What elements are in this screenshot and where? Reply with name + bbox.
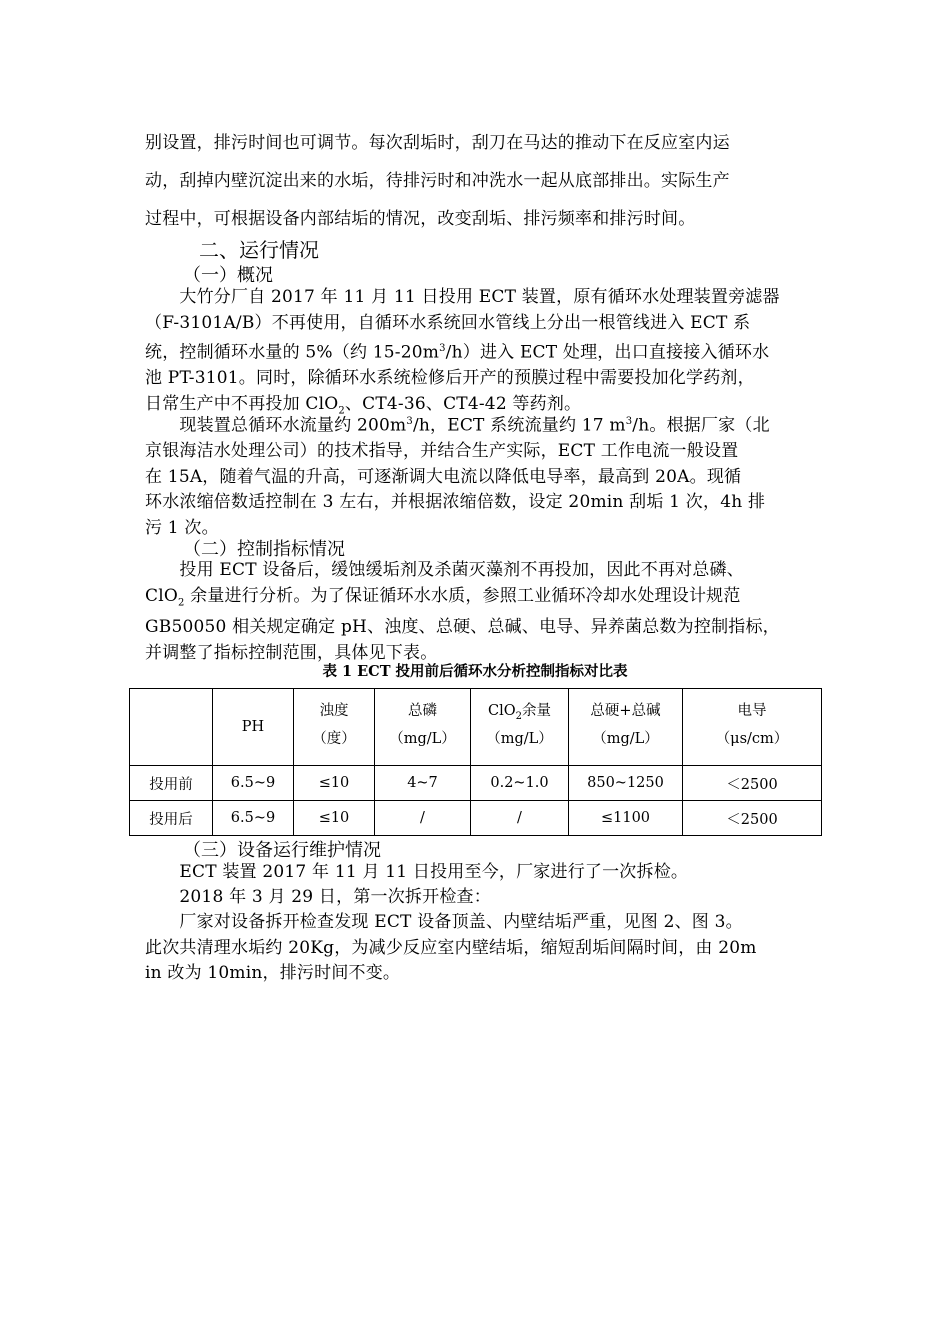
subsection-heading: （三）设备运行维护情况 bbox=[183, 840, 381, 861]
table-row bbox=[130, 801, 822, 836]
text-line: 并调整了指标控制范围，具体见下表。 bbox=[145, 642, 438, 663]
table-cell: / bbox=[471, 801, 569, 836]
text-line: ClO$_2$ 余量进行分析。为了保证循环水水质，参照工业循环冷却水处理设计规范 bbox=[145, 585, 741, 608]
intro-line: 动，刮掉内壁沉淀出来的水垢，待排污时和冲洗水一起从底部排出。实际生产 bbox=[145, 171, 730, 191]
table-cell: 850~1250 bbox=[569, 766, 683, 801]
table-cell: 投用后 bbox=[130, 801, 213, 836]
text-line: （F-3101A/B）不再使用，自循环水系统回水管线上分出一根管线进入 ECT 系 bbox=[145, 312, 751, 333]
text-line: 在 15A，随着气温的升高，可逐渐调大电流以降低电导率，最高到 20A。现循 bbox=[145, 466, 742, 487]
text-line: 投用 ECT 设备后，缓蚀缓垢剂及杀菌灭藻剂不再投加，因此不再对总磷、 bbox=[145, 560, 744, 580]
overview-paragraph-1 bbox=[145, 285, 825, 424]
table-cell: 6.5~9 bbox=[213, 801, 294, 836]
text-line: 京银海洁水处理公司）的技术指导，并结合生产实际，ECT 工作电流一般设置 bbox=[145, 441, 739, 462]
table-row bbox=[130, 766, 822, 801]
text-line: 现装置总循环水流量约 $200m^3/h$，ECT 系统流量约 17 $m^3/h$。根据厂家（北 bbox=[145, 415, 770, 436]
text-line: in 改为 10min，排污时间不变。 bbox=[145, 963, 401, 983]
subsection-heading: （二）控制指标情况 bbox=[183, 539, 345, 560]
table-header-cell: ClO$_2$余量 （mg/L） bbox=[471, 689, 569, 766]
table-header-cell: 浊度 （度） bbox=[294, 689, 375, 766]
maintenance-paragraph-3 bbox=[145, 910, 825, 987]
table-cell: 4~7 bbox=[375, 766, 471, 801]
table-cell: ≤10 bbox=[294, 766, 375, 801]
text-line: 大竹分厂自 2017 年 11 月 11 日投用 ECT 装置，原有循环水处理装置旁滤器 bbox=[145, 287, 780, 307]
section-heading: 二、运行情况 bbox=[199, 238, 319, 262]
control-index-paragraph bbox=[145, 558, 825, 666]
intro-paragraph bbox=[145, 124, 825, 238]
overview-paragraph-2 bbox=[145, 409, 825, 541]
text-line: 厂家对设备拆开检查发现 ECT 设备顶盖、内壁结垢严重，见图 2、图 3。 bbox=[145, 912, 743, 932]
subsection-heading: （一）概况 bbox=[183, 265, 273, 286]
table-header-cell bbox=[130, 689, 213, 766]
text-line: 此次共清理水垢约 20Kg，为减少反应室内壁结垢，缩短刮垢间隔时间，由 20m bbox=[145, 937, 757, 958]
table-cell: ≤1100 bbox=[569, 801, 683, 836]
intro-line: 过程中，可根据设备内部结垢的情况，改变刮垢、排污频率和排污时间。 bbox=[145, 209, 696, 229]
table-header-cell: PH bbox=[213, 689, 294, 766]
table-cell: ≤10 bbox=[294, 801, 375, 836]
table-caption: 表 1 ECT 投用前后循环水分析控制指标对比表 bbox=[322, 663, 628, 680]
table-header-cell: 电导 （μs/cm） bbox=[683, 689, 822, 766]
table-cell: 0.2~1.0 bbox=[471, 766, 569, 801]
comparison-table bbox=[129, 688, 822, 836]
table-cell: 投用前 bbox=[130, 766, 213, 801]
text-line: 池 PT-3101。同时，除循环水系统检修后开产的预膜过程中需要投加化学药剂， bbox=[145, 368, 755, 389]
text-line: 日常生产中不再投加 ClO$_2$、CT4-36、CT4-42 等药剂。 bbox=[145, 393, 582, 417]
text-line: 统，控制循环水量的 5%（约 $15-20m^3/h$）进入 ECT 处理，出口直接接入循环水 bbox=[145, 342, 770, 363]
maintenance-paragraph-2: 2018 年 3 月 29 日，第一次拆开检查： bbox=[145, 887, 491, 907]
table-cell: 6.5~9 bbox=[213, 766, 294, 801]
table-header-cell: 总硬+总碱 （mg/L） bbox=[569, 689, 683, 766]
intro-line: 别设置，排污时间也可调节。每次刮垢时，刮刀在马达的推动下在反应室内运 bbox=[145, 133, 730, 153]
table-header-row bbox=[130, 689, 822, 766]
table-cell: ＜2500 bbox=[683, 766, 822, 801]
maintenance-paragraph-1: ECT 装置 2017 年 11 月 11 日投用至今，厂家进行了一次拆检。 bbox=[145, 862, 689, 882]
table-header-cell: 总磷 （mg/L） bbox=[375, 689, 471, 766]
table-cell: / bbox=[375, 801, 471, 836]
text-line: 环水浓缩倍数适控制在 3 左右，并根据浓缩倍数，设定 20min 刮垢 1 次，4h 排 bbox=[145, 492, 766, 513]
text-line: 污 1 次。 bbox=[145, 517, 219, 538]
text-line: GB50050 相关规定确定 pH、浊度、总硬、总碱、电导、异养菌总数为控制指标， bbox=[145, 617, 780, 638]
table-cell: ＜2500 bbox=[683, 801, 822, 836]
